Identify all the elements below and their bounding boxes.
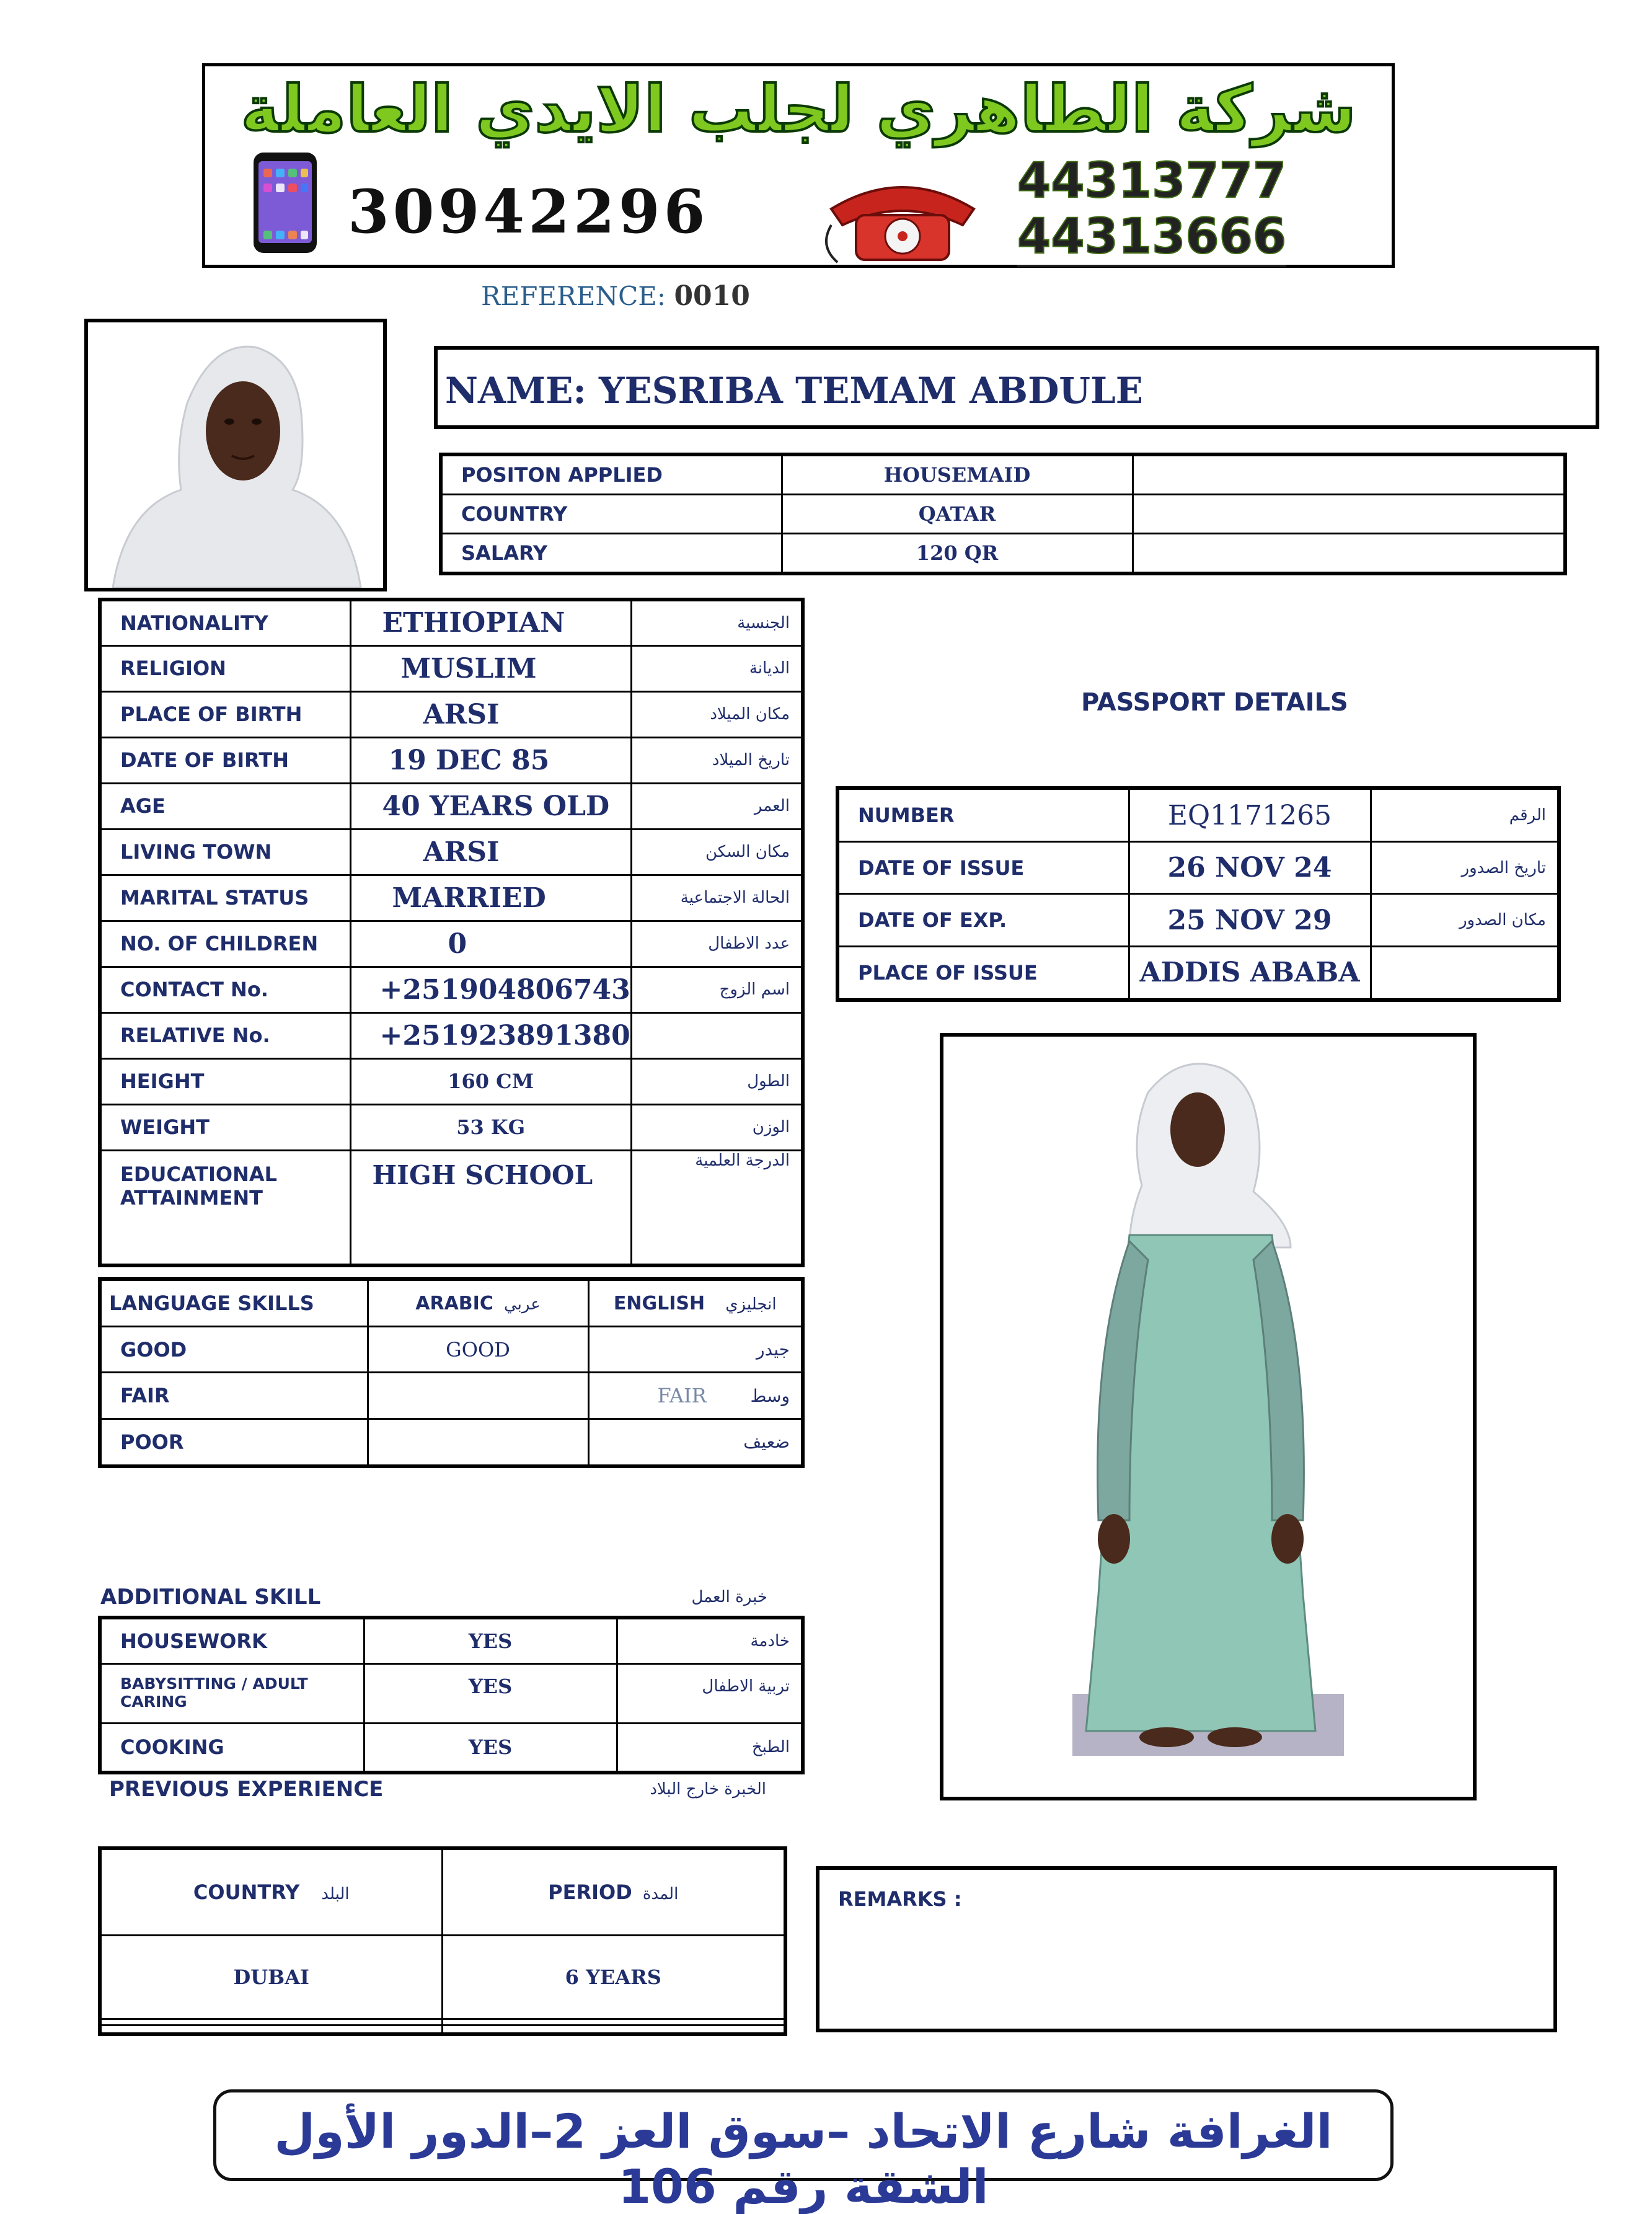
table-row: [100, 1373, 803, 1419]
table-row: [100, 1012, 803, 1058]
row-label: BABYSITTING / ADULT CARING: [100, 1663, 364, 1723]
country-header-label-ar: البلد: [321, 1884, 350, 1903]
table-row: [100, 783, 803, 829]
row-value: YES: [364, 1663, 617, 1723]
row-label-ar: الوزن: [631, 1104, 803, 1150]
row-label-ar: الطبخ: [617, 1723, 803, 1773]
country-value: QATAR: [782, 495, 1133, 533]
name-label: NAME:: [445, 370, 586, 412]
row-label: EDUCATIONAL ATTAINMENT: [100, 1150, 350, 1265]
english-level: FAIR: [657, 1384, 707, 1408]
country-header: [100, 1848, 442, 1935]
name-box: [434, 346, 1599, 429]
table-row: [837, 842, 1559, 894]
row-label: COOKING: [100, 1723, 364, 1773]
language-skills-table: [98, 1277, 805, 1468]
row-label: FAIR: [100, 1373, 368, 1419]
table-row: [100, 1058, 803, 1104]
company-banner: [202, 63, 1395, 268]
headshot-photo: [84, 319, 387, 591]
english-header-label: ENGLISH: [613, 1292, 705, 1314]
table-row: [100, 1723, 803, 1773]
previous-experience-title-ar: الخبرة خارج البلاد: [650, 1780, 766, 1799]
row-label-ar: وسط: [750, 1385, 790, 1406]
row-label-ar: الرقم: [1371, 788, 1559, 842]
row-label: LIVING TOWN: [100, 829, 350, 875]
row-label-ar: عدد الاطفال: [631, 921, 803, 967]
row-label: AGE: [100, 783, 350, 829]
row-label: RELIGION: [100, 645, 350, 691]
table-row: [100, 1848, 785, 1935]
additional-skill-header: [100, 1585, 805, 1610]
table-row: [100, 1935, 785, 2019]
table-row: [100, 967, 803, 1012]
row-value: 25 NOV 29: [1129, 894, 1371, 946]
table-row: [100, 1279, 803, 1327]
row-value: 26 NOV 24: [1129, 842, 1371, 894]
row-value: 0: [350, 921, 631, 967]
remarks-box: [816, 1866, 1557, 2032]
table-row: [441, 495, 1565, 533]
table-row: [441, 454, 1565, 495]
phone-number-2: 44313666: [1017, 209, 1286, 267]
arabic-header: [368, 1279, 588, 1327]
salary-label: SALARY: [441, 533, 782, 573]
row-value: ETHIOPIAN: [350, 600, 631, 645]
arabic-level: [368, 1419, 588, 1466]
table-row: [100, 2025, 785, 2034]
candidate-name: [445, 370, 1143, 412]
row-label: DATE OF ISSUE: [837, 842, 1129, 894]
table-row: [100, 875, 803, 921]
company-name: شركة الطاهري لجلب الايدي العاملة: [241, 71, 1356, 147]
additional-skills-table: [98, 1616, 805, 1774]
table-row: [837, 894, 1559, 946]
arabic-header-label: ARABIC: [415, 1292, 493, 1314]
arabic-header-label-ar: عربي: [503, 1295, 541, 1314]
reference-value: 0010: [674, 280, 750, 312]
position-label: POSITON APPLIED: [441, 454, 782, 495]
experience-period: [442, 2019, 785, 2025]
position-table: [439, 453, 1567, 575]
previous-experience-header: [109, 1777, 791, 1802]
row-label-ar: [631, 1012, 803, 1058]
period-header-label: PERIOD: [548, 1880, 632, 1904]
arabic-level: [368, 1373, 588, 1419]
table-row: [100, 921, 803, 967]
row-value: 160 CM: [350, 1058, 631, 1104]
address-footer: [213, 2089, 1394, 2214]
english-cell: [588, 1373, 803, 1419]
table-row: [100, 2019, 785, 2025]
row-label-ar: الدرجة العلمية: [631, 1150, 803, 1265]
row-label-ar: تربية الاطفال: [617, 1663, 803, 1723]
row-value: ARSI: [350, 691, 631, 737]
row-value: 53 KG: [350, 1104, 631, 1150]
row-label: MARITAL STATUS: [100, 875, 350, 921]
row-value: ARSI: [350, 829, 631, 875]
table-row: [100, 691, 803, 737]
row-value: 19 DEC 85: [350, 737, 631, 783]
experience-country: [100, 2025, 442, 2034]
row-value: MARRIED: [350, 875, 631, 921]
additional-skill-title: ADDITIONAL SKILL: [100, 1585, 321, 1610]
row-value: HIGH SCHOOL: [350, 1150, 631, 1265]
reference-line: REFERENCE: 0010: [481, 280, 750, 312]
full-body-image: [943, 1037, 1473, 1797]
previous-experience-title: PREVIOUS EXPERIENCE: [109, 1777, 384, 1802]
salary-value: 120 QR: [782, 533, 1133, 573]
table-row: [837, 788, 1559, 842]
passport-table: [836, 786, 1561, 1002]
full-body-photo: [940, 1033, 1477, 1800]
row-label-ar: تاريخ الميلاد: [631, 737, 803, 783]
period-header-label-ar: المدة: [642, 1884, 679, 1903]
row-label-ar: جيدر: [756, 1339, 790, 1360]
row-label: POOR: [100, 1419, 368, 1466]
experience-country: [100, 2019, 442, 2025]
country-header-label: COUNTRY: [193, 1880, 300, 1904]
row-label-ar: الطول: [631, 1058, 803, 1104]
row-value: ADDIS ABABA: [1129, 946, 1371, 1000]
language-skills-label: LANGUAGE SKILLS: [100, 1279, 368, 1327]
row-value: YES: [364, 1723, 617, 1773]
row-value: YES: [364, 1618, 617, 1663]
table-row: [100, 1618, 803, 1663]
mobile-number: 30942296: [348, 177, 709, 247]
row-label-ar: مكان الميلاد: [631, 691, 803, 737]
personal-details-table: [98, 598, 805, 1267]
english-header-label-ar: انجليزي: [725, 1295, 777, 1314]
row-label: WEIGHT: [100, 1104, 350, 1150]
table-row: [100, 1663, 803, 1723]
empty-cell: [1133, 495, 1565, 533]
row-label: DATE OF BIRTH: [100, 737, 350, 783]
address-text: الغرافة شارع الاتحاد –سوق العز 2–الدور الأول الشقة رقم 106: [274, 2104, 1333, 2214]
row-label-ar: تاريخ الصدور: [1371, 842, 1559, 894]
row-label: NO. OF CHILDREN: [100, 921, 350, 967]
row-value: +251904806743: [350, 967, 631, 1012]
row-label: HOUSEWORK: [100, 1618, 364, 1663]
table-row: [100, 645, 803, 691]
table-row: [837, 946, 1559, 1000]
experience-period: 6 YEARS: [442, 1935, 785, 2019]
table-row: [100, 1419, 803, 1466]
table-row: [100, 1327, 803, 1373]
row-label-ar: مكان الصدور: [1371, 894, 1559, 946]
empty-cell: [1133, 533, 1565, 573]
row-label-ar: الحالة الاجتماعية: [631, 875, 803, 921]
reference-label: REFERENCE: [481, 281, 657, 311]
phone-number-1: 44313777: [1017, 153, 1287, 209]
row-label: DATE OF EXP.: [837, 894, 1129, 946]
row-label-ar: ضعيف: [743, 1432, 790, 1453]
row-label: GOOD: [100, 1327, 368, 1373]
table-row: [100, 737, 803, 783]
row-label-ar: خادمة: [617, 1618, 803, 1663]
table-row: [441, 533, 1565, 573]
row-label-ar: الجنسية: [631, 600, 803, 645]
table-row: [100, 600, 803, 645]
row-label: NATIONALITY: [100, 600, 350, 645]
period-header: [442, 1848, 785, 1935]
table-row: [100, 829, 803, 875]
row-label: RELATIVE No.: [100, 1012, 350, 1058]
country-label: COUNTRY: [441, 495, 782, 533]
arabic-level: GOOD: [368, 1327, 588, 1373]
row-label: HEIGHT: [100, 1058, 350, 1104]
table-row: [100, 1150, 803, 1265]
row-label-ar: العمر: [631, 783, 803, 829]
headshot-image: [88, 322, 383, 588]
additional-skill-title-ar: خبرة العمل: [691, 1588, 767, 1606]
row-label-ar: مكان السكن: [631, 829, 803, 875]
telephone-icon: [819, 172, 986, 265]
empty-cell: [1133, 454, 1565, 495]
position-value: HOUSEMAID: [782, 454, 1133, 495]
name-value: YESRIBA TEMAM ABDULE: [599, 370, 1143, 412]
row-value: 40 YEARS OLD: [350, 783, 631, 829]
row-label-ar: [1371, 946, 1559, 1000]
row-value: EQ1171265: [1129, 788, 1371, 842]
experience-country: DUBAI: [100, 1935, 442, 2019]
remarks-label: REMARKS :: [838, 1887, 962, 1911]
row-label-ar: الديانة: [631, 645, 803, 691]
row-label: NUMBER: [837, 788, 1129, 842]
row-label: PLACE OF ISSUE: [837, 946, 1129, 1000]
row-value: +251923891380: [350, 1012, 631, 1058]
row-label-ar: اسم الزوج: [631, 967, 803, 1012]
english-cell: [588, 1419, 803, 1466]
mobile-phone-icon: [251, 150, 319, 255]
row-value: MUSLIM: [350, 645, 631, 691]
row-label: CONTACT No.: [100, 967, 350, 1012]
row-label: PLACE OF BIRTH: [100, 691, 350, 737]
table-row: [100, 1104, 803, 1150]
english-cell: [588, 1327, 803, 1373]
english-header: [588, 1279, 803, 1327]
experience-period: [442, 2025, 785, 2034]
passport-title: PASSPORT DETAILS: [1081, 688, 1348, 717]
experience-table: [98, 1846, 787, 2036]
